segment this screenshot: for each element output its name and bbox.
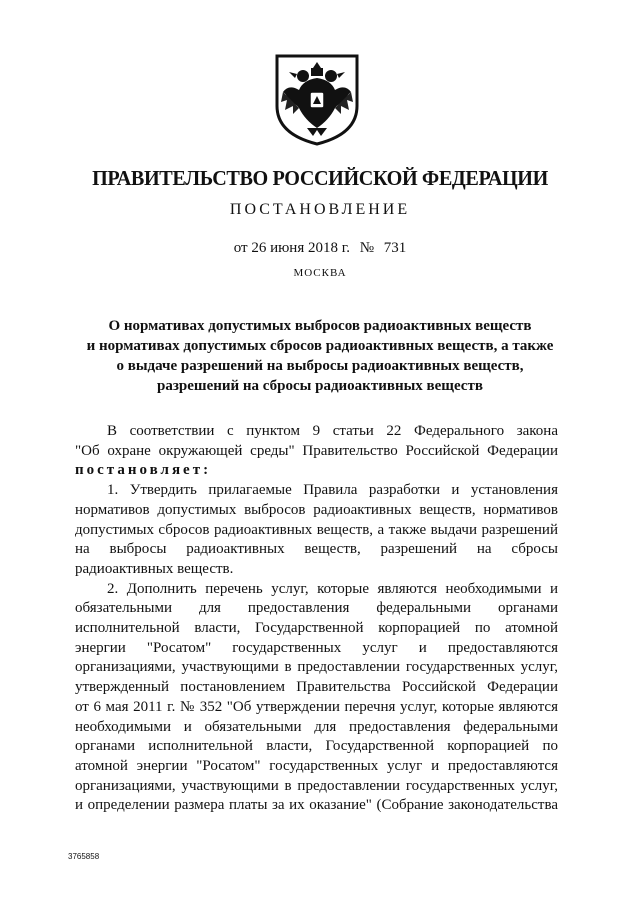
title-line: разрешений на сбросы радиоактивных веществ bbox=[157, 378, 483, 394]
decree-line bbox=[75, 461, 558, 481]
date-line bbox=[0, 240, 640, 257]
double-headed-eagle-icon bbox=[273, 50, 361, 146]
decree-word: постановляет: bbox=[75, 462, 212, 479]
number-sign: № bbox=[359, 240, 375, 256]
body-line: на выбросы радиоактивных веществ, разрешений на сбросы bbox=[75, 541, 558, 558]
body-line: энергии "Росатом" государственных услуг и предоставляются bbox=[75, 639, 558, 656]
body-line: органами исполнительной власти, Государственной корпорацией по bbox=[75, 738, 558, 755]
body-line: и определении размера платы за их оказание" (Собрание законодательства bbox=[75, 797, 558, 814]
document-date: от 26 июня 2018 г. bbox=[233, 240, 350, 256]
body-line: допустимых сбросов радиоактивных веществ, а также выдачи разрешений bbox=[75, 521, 558, 538]
title-line: о выдаче разрешений на выбросы радиоактивных веществ, bbox=[116, 358, 524, 374]
title-line: О нормативах допустимых выбросов радиоактивных веществ bbox=[108, 318, 532, 334]
document-title bbox=[60, 316, 580, 396]
document-body bbox=[75, 422, 558, 816]
organization-name: ПРАВИТЕЛЬСТВО РОССИЙСКОЙ ФЕДЕРАЦИИ bbox=[92, 166, 548, 190]
body-line: от 6 мая 2011 г. № 352 "Об утверждении перечня услуг, которые являются bbox=[75, 698, 558, 715]
document-type: ПОСТАНОВЛЕНИЕ bbox=[229, 201, 411, 218]
body-line: организациями, участвующими в предоставлении государственных услуг, bbox=[75, 659, 558, 676]
body-line: организациями, участвующими в предоставлении государственных услуг, bbox=[75, 777, 558, 794]
body-line: радиоактивных веществ. bbox=[75, 560, 234, 577]
body-line: утвержденный постановлением Правительства Российской Федерации bbox=[75, 679, 558, 696]
city: МОСКВА bbox=[293, 267, 347, 279]
document-number: 731 bbox=[383, 240, 407, 256]
body-line: нормативов допустимых выбросов радиоактивных веществ, нормативов bbox=[75, 501, 558, 518]
body-line: исполнительной власти, Государственной корпорацией по атомной bbox=[75, 620, 558, 637]
document-code: 3765858 bbox=[68, 852, 100, 861]
body-line: 1. Утвердить прилагаемые Правила разработки и установления bbox=[107, 482, 558, 499]
title-line: и нормативах допустимых сбросов радиоактивных веществ, а также bbox=[86, 338, 554, 354]
coat-of-arms-emblem bbox=[273, 50, 361, 146]
body-line: "Об охране окружающей среды" Правительство Российской Федерации bbox=[75, 442, 558, 459]
body-line: необходимыми и обязательными для предоставления федеральными bbox=[75, 718, 558, 735]
body-line: атомной энергии "Росатом" государственных услуг и предоставляются bbox=[75, 757, 558, 774]
body-line: обязательными для предоставления федеральными органами bbox=[75, 600, 558, 617]
body-line: В соответствии с пунктом 9 статьи 22 Федерального закона bbox=[107, 423, 558, 439]
body-line: 2. Дополнить перечень услуг, которые являются необходимыми и bbox=[107, 580, 558, 597]
